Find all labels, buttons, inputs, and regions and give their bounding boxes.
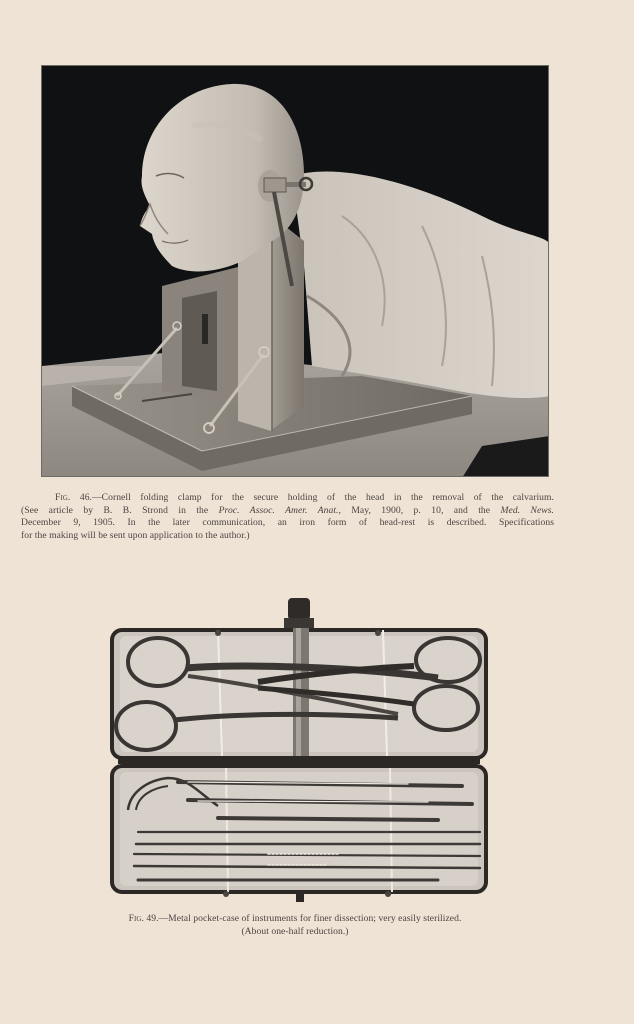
figure-label: Fig. 49.	[128, 913, 159, 924]
caption-line-3: December 9, 1905. In the later communication, an iron form of head-rest is described. Specifications	[21, 517, 554, 529]
head-clamp-illustration	[42, 66, 549, 477]
figure-49-caption	[60, 913, 530, 938]
journal-title: Med. News.	[500, 504, 554, 516]
figure-46-caption	[21, 492, 554, 542]
figure-label: Fig. 46.	[55, 492, 93, 503]
figure-49-photo	[108, 596, 490, 908]
figure-46-photo	[41, 65, 549, 477]
caption-line-1: Fig. 49.—Metal pocket-case of instruments for finer dissection; very easily sterilized.	[128, 913, 462, 924]
journal-title: Proc. Assoc. Amer. Anat.	[218, 504, 339, 516]
caption-line-2: (About one-half reduction.)	[241, 925, 349, 937]
caption-line-1: Fig. 46.—Cornell folding clamp for the secure holding of the head in the removal of the calvarium.	[55, 492, 554, 503]
caption-line-4: for the making will be sent upon application to the author.)	[21, 529, 250, 541]
caption-line-2: (See article by B. B. Strond in the Proc. Assoc. Amer. Anat., May, 1900, p. 10, and the Med. News.	[21, 504, 554, 516]
instrument-case-illustration	[108, 596, 490, 908]
